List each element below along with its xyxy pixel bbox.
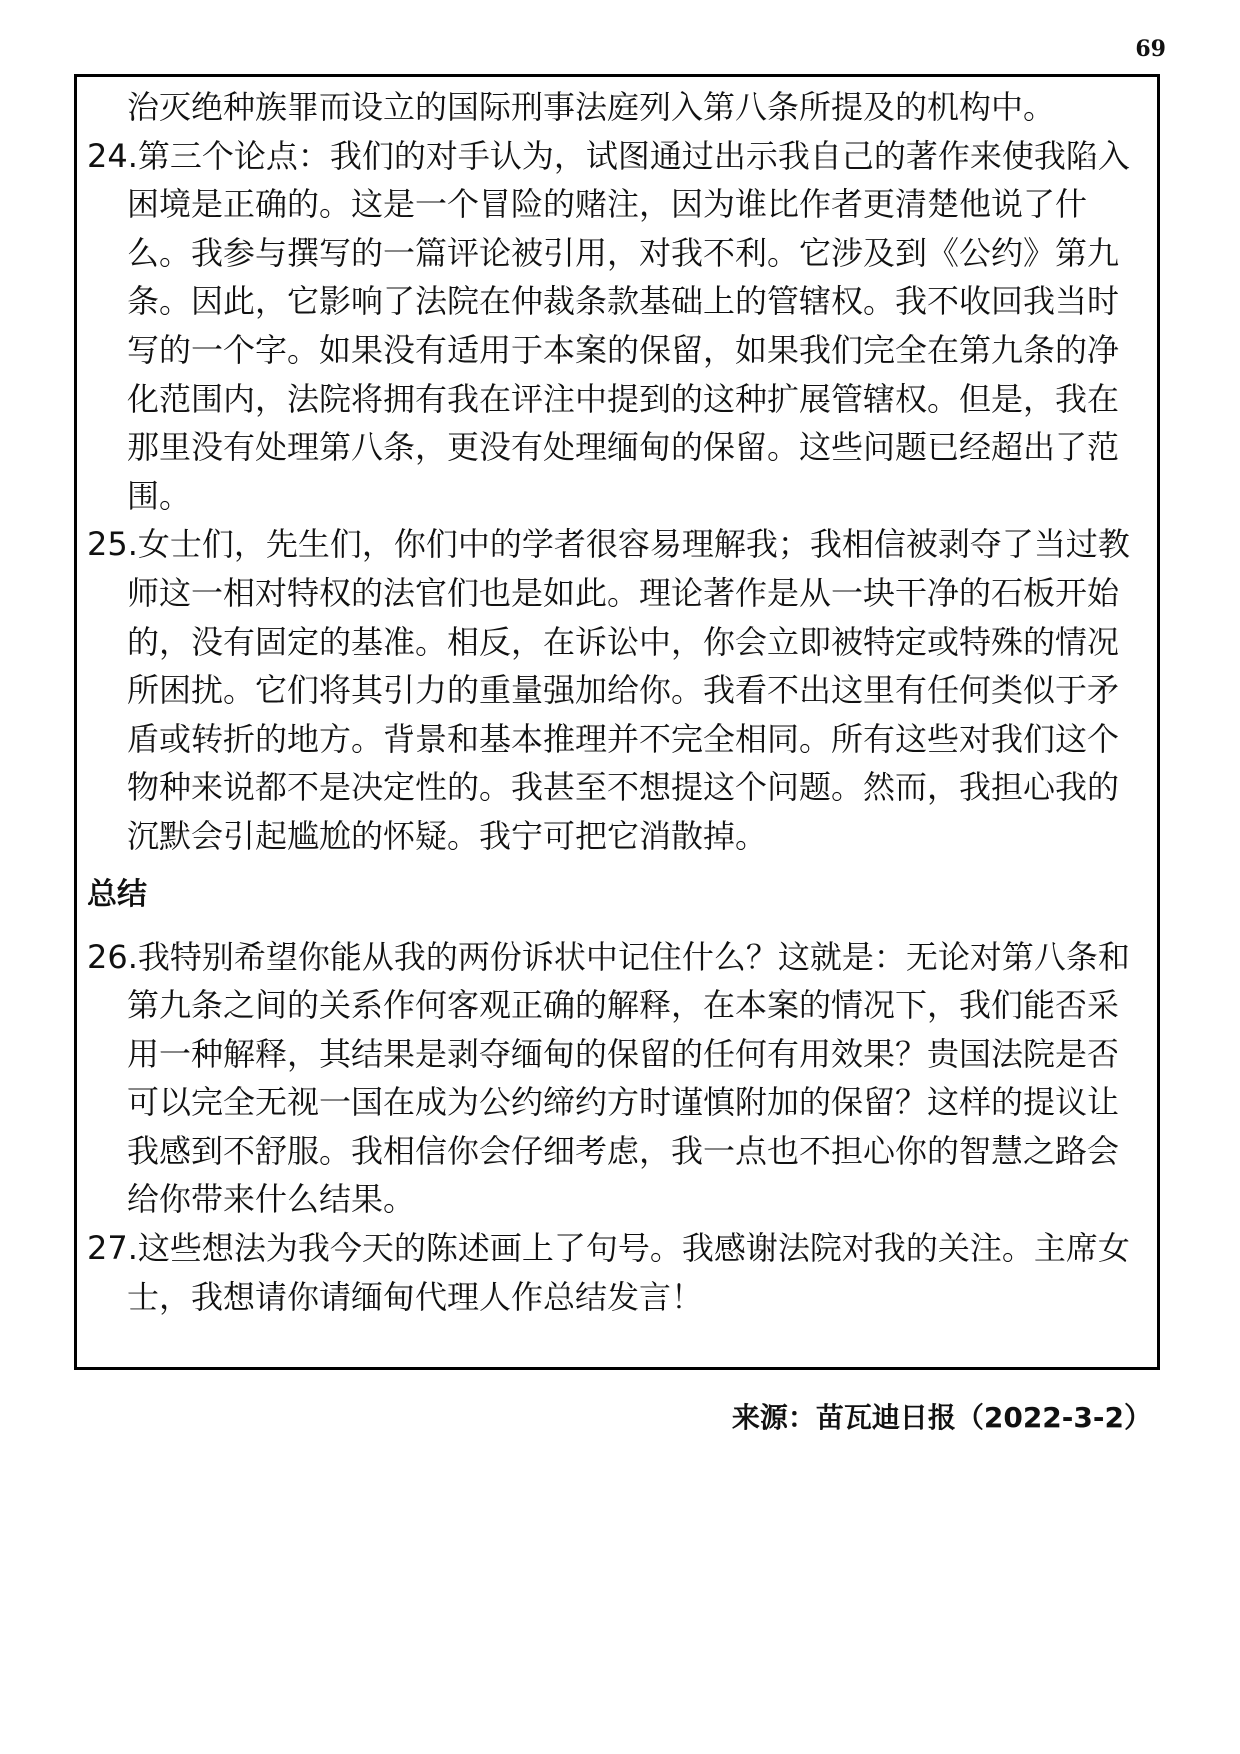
- paragraph-number: 27.: [87, 1229, 138, 1268]
- paragraph-24: [87, 132, 1149, 521]
- paragraph-text: 女士们，先生们，你们中的学者很容易理解我；我相信被剥夺了当过教师这一相对特权的法官们也是如此。理论著作是从一块干净的石板开始的，没有固定的基准。相反，在诉讼中，你会立即被特定或特殊的情况所困扰。它们将其引力的重量强加给你。我看不出这里有任何类似于矛盾或转折的地方。背景和基本推理并不完全相同。所有这些对我们这个物种来说都不是决定性的。我甚至不想提这个问题。然而，我担心我的沉默会引起尴尬的怀疑。我宁可把它消散掉。: [127, 525, 1130, 855]
- paragraph-number: 24.: [87, 136, 138, 175]
- quote-box: [74, 74, 1160, 1370]
- paragraph-number: 26.: [87, 937, 138, 976]
- paragraph-text: 这些想法为我今天的陈述画上了句号。我感谢法院对我的关注。主席女士，我想请你请缅甸代理人作总结发言！: [127, 1229, 1130, 1316]
- page-number: 69: [1135, 36, 1166, 62]
- paragraph-text: 治灭绝种族罪而设立的国际刑事法庭列入第八条所提及的机构中。: [127, 88, 1056, 126]
- paragraph-continuation: [87, 83, 1149, 132]
- paragraph-text: 我特别希望你能从我的两份诉状中记住什么？这就是：无论对第八条和第九条之间的关系作何客观正确的解释，在本案的情况下，我们能否采用一种解释，其结果是剥夺缅甸的保留的任何有用效果？贵国法院是否可以完全无视一国在成为公约缔约方时谨慎附加的保留？这样的提议让我感到不舒服。我相信你会仔细考虑，我一点也不担心你的智慧之路会给你带来什么结果。: [127, 937, 1130, 1219]
- paragraph-25: [87, 520, 1149, 860]
- paragraph-text: 第三个论点：我们的对手认为，试图通过出示我自己的著作来使我陷入困境是正确的。这是一个冒险的赌注，因为谁比作者更清楚他说了什么。我参与撰写的一篇评论被引用，对我不利。它涉及到《公约》第九条。因此，它影响了法院在仲裁条款基础上的管辖权。我不收回我当时写的一个字。如果没有适用于本案的保留，如果我们完全在第九条的净化范围内，法院将拥有我在评注中提到的这种扩展管辖权。但是，我在那里没有处理第八条，更没有处理缅甸的保留。这些问题已经超出了范围。: [127, 136, 1130, 515]
- section-heading: 总结: [87, 876, 147, 912]
- paragraph-26: [87, 933, 1149, 1225]
- paragraph-27: [87, 1224, 1149, 1321]
- paragraph-number: 25.: [87, 525, 138, 564]
- source-citation: 来源：苗瓦迪日报（2022-3-2）: [731, 1401, 1152, 1434]
